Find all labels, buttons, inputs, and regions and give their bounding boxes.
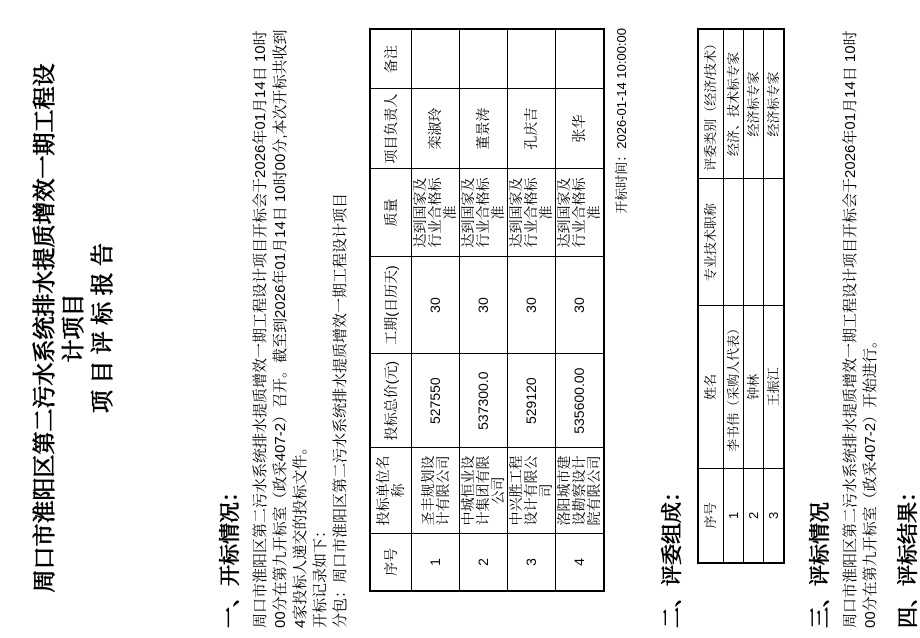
table-cell: 中兴胜工程设计有限公司 [508,448,556,534]
bid-opening-table [369,28,605,592]
table-row [764,29,785,563]
table-header-row [370,29,412,591]
table-cell: 30 [508,256,556,353]
table-header-cell: 投标总价(元) [370,354,412,448]
table-cell: 1 [412,533,460,591]
table-cell: 经济、技术标专家 [724,29,744,178]
table-cell: 3 [508,533,556,591]
table-header-cell: 备注 [370,29,412,89]
table-header-cell: 姓名 [698,306,724,468]
table-cell: 孔庆吉 [508,89,556,169]
table-header-cell: 评委类别（经济/技术） [698,29,724,178]
table-header-row [698,29,724,563]
table-cell: 30 [460,256,508,353]
table-cell: 董景涛 [460,89,508,169]
table-cell: 1 [724,468,744,563]
table-cell: 达到国家及行业合格标准 [556,169,605,257]
table-header-cell: 专业技术职称 [698,178,724,305]
table-cell: 王振江 [764,306,785,468]
table-cell: 李书伟（采购人代表） [724,306,744,468]
section-3-paragraph: 周口市淮阳区第二污水系统排水提质增效一期工程设计项目开标会于2026年01月14日 10时00分在第九开标室（政采407-2）开始进行。 [842,30,879,628]
table-header-cell: 质量 [370,169,412,257]
table-header-cell: 工期(日历天) [370,256,412,353]
page-subtitle: 项 目 评 标 报 告 [89,243,115,413]
table-cell: 达到国家及行业合格标准 [508,169,556,257]
section-2-heading: 二、评委组成： [661,481,684,628]
table-cell: 达到国家及行业合格标准 [412,169,460,257]
table-cell: 30 [556,256,605,353]
open-time-line: 开标时间：2026-01-14 10:00:00 [614,28,629,214]
section-4-heading: 四、评标结果： [897,481,920,628]
table-cell [412,29,460,89]
section-1-record-line: 开标记录如下： [312,522,329,628]
table-cell: 535600.00 [556,354,605,448]
table-cell: 2 [744,468,764,563]
table-cell: 2 [460,533,508,591]
table-cell: 537300.0 [460,354,508,448]
table-cell: 洛阳城市建设勘察设计院有限公司 [556,448,605,534]
table-cell: 4 [556,533,605,591]
table-row [460,29,508,591]
table-header-cell: 投标单位名称 [370,448,412,534]
table-cell [508,29,556,89]
table-cell [556,29,605,89]
table-cell: 529120 [508,354,556,448]
table-cell: 圣丰规划设计有限公司 [412,448,460,534]
section-1-paragraph: 周口市淮阳区第二污水系统排水提质增效一期工程设计项目开标会于2026年01月14日 10时00分在第九开标室（政采407-2）召开。截至到2026年01月14日 10时00分,本次开标共收到4家投标人递交的投标文件。 [252,29,309,628]
table-cell: 3 [764,468,785,563]
table-cell: 中城恒业设计集团有限公司 [460,448,508,534]
table-cell: 张华 [556,89,605,169]
table-header-cell: 项目负责人 [370,89,412,169]
section-3-heading: 三、评标情况 [809,502,832,628]
table-cell: 527550 [412,354,460,448]
table-header-cell: 序号 [698,468,724,563]
table-cell [744,178,764,305]
table-cell: 钟林 [744,306,764,468]
table-cell: 经济标专家 [744,29,764,178]
committee-table [697,28,785,564]
table-cell: 经济标专家 [764,29,785,178]
table-cell [460,29,508,89]
table-row [556,29,605,591]
page-title: 周口市淮阳区第二污水系统排水提质增效一期工程设计项目 [31,63,86,593]
table-row [508,29,556,591]
section-1-package-line: 分包：周口市淮阳区第二污水系统排水提质增效一期工程设计项目 [332,192,349,628]
table-cell: 栾淑玲 [412,89,460,169]
section-1-heading: 一、开标情况： [219,481,242,628]
table-row [744,29,764,563]
table-row [724,29,744,563]
table-cell: 达到国家及行业合格标准 [460,169,508,257]
table-cell [724,178,744,305]
table-cell: 30 [412,256,460,353]
table-header-cell: 序号 [370,533,412,591]
table-cell [764,178,785,305]
table-row [412,29,460,591]
